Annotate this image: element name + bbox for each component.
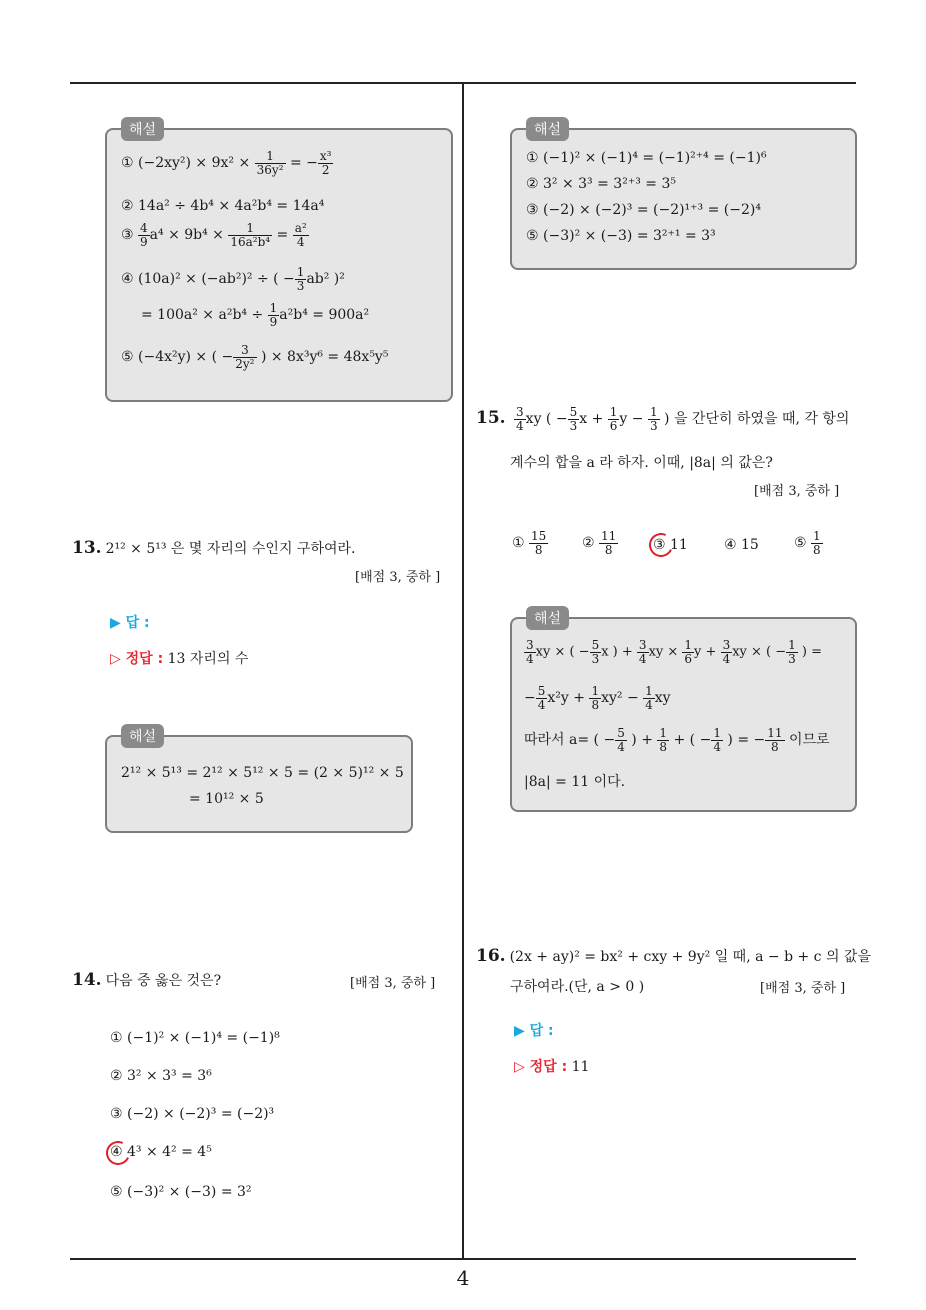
solution-line-4: ⑤ (−3)² × (−3) = 3²⁺¹ = 3³ <box>526 228 716 244</box>
question-14: 14. 다음 중 옳은 것은? <box>72 970 222 990</box>
q14-option-1: ① (−1)² × (−1)⁴ = (−1)⁸ <box>110 1030 280 1046</box>
solution-box-q15 <box>510 611 857 812</box>
question-15-text-2: 계수의 합을 a 라 하자. 이때, |8a| 의 값은? <box>510 455 773 471</box>
column-divider <box>462 82 464 1258</box>
question-14-meta: [배점 3, 중하 ] <box>350 976 436 991</box>
solution-line-4: |8a| = 11 이다. <box>524 774 626 790</box>
page-number: 4 <box>456 1266 470 1290</box>
solution-box-q12 <box>105 122 453 402</box>
solution-line-1: ① (−1)² × (−1)⁴ = (−1)²⁺⁴ = (−1)⁶ <box>526 150 767 166</box>
question-15-meta: [배점 3, 중하 ] <box>754 484 840 499</box>
q15-option-5: ⑤ $\frac{1}{8}$ <box>794 529 821 557</box>
solution-line-6: ⑤ (−4x²y) × ( − $\frac{3}{\text{2y²}}$ ) × 8x³y⁶ = 48x⁵y⁵ <box>121 343 389 371</box>
q14-option-4: ④ 4³ × 4² = 4⁵ <box>110 1144 212 1160</box>
solution-line-3: 따라서 a= ( − $\frac{5}{4}$ ) + $\frac{1}{8}$ + ( − $\frac{1}{4}$ ) = − $\frac{11}{8}$ 이므로 <box>524 726 830 754</box>
solution-line-1: 2¹² × 5¹³ = 2¹² × 5¹² × 5 = (2 × 5)¹² × 5 <box>121 765 404 781</box>
question-13-meta: [배점 3, 중하 ] <box>355 570 441 585</box>
solution-tag: 해설 <box>121 724 164 748</box>
solution-tag: 해설 <box>526 606 569 630</box>
bottom-rule <box>70 1258 856 1260</box>
q14-option-3: ③ (−2) × (−2)³ = (−2)³ <box>110 1106 275 1122</box>
q14-option-2: ② 3² × 3³ = 3⁶ <box>110 1068 212 1084</box>
q15-option-1: ① $\frac{15}{8}$ <box>512 529 547 557</box>
solution-line-3: ③ $\frac{4}{9}$ a⁴ × 9b⁴ × $\frac{1}{\text{16a²b⁴}}$ = $\frac{\text{a²}}{4}$ <box>121 221 307 249</box>
solution-line-2: ② 14a² ÷ 4b⁴ × 4a²b⁴ = 14a⁴ <box>121 198 325 214</box>
question-13: 13. 2¹² × 5¹³ 은 몇 자리의 수인지 구하여라. <box>72 538 356 558</box>
question-16-text-2: 구하여라.(단, a > 0 ) <box>510 979 645 995</box>
solution-line-4: ④ (10a)² × (−ab²)² ÷ ( − $\frac{1}{3}$ ab² )² <box>121 265 345 293</box>
q15-option-4: ④ 15 <box>724 537 759 553</box>
solution-line-2: ② 3² × 3³ = 3²⁺³ = 3⁵ <box>526 176 676 192</box>
solution-line-5: = 100a² × a²b⁴ ÷ $\frac{1}{9}$ a²b⁴ = 900a² <box>141 301 370 329</box>
q15-option-2: ② $\frac{11}{8}$ <box>582 529 617 557</box>
solution-line-3: ③ (−2) × (−2)³ = (−2)¹⁺³ = (−2)⁴ <box>526 202 761 218</box>
question-15: 15. $\frac{3}{4}$ xy ( − $\frac{5}{3}$ x + $\frac{1}{6}$ y − $\frac{1}{3}$ ) 을 간단히 하였을 때, 각 항의 <box>476 405 850 433</box>
question-16: 16. (2x + ay)² = bx² + cxy + 9y² 일 때, a − b + c 의 값을 <box>476 946 871 966</box>
selected-answer-mark <box>646 530 677 561</box>
question-16-meta: [배점 3, 중하 ] <box>760 981 846 996</box>
solution-line-2: = 10¹² × 5 <box>189 791 264 807</box>
answer-label-q13: ▶ 답 : <box>110 615 150 631</box>
q14-option-5: ⑤ (−3)² × (−3) = 3² <box>110 1184 252 1200</box>
q15-option-3: ③ 11 <box>653 537 688 553</box>
solution-tag: 해설 <box>121 117 164 141</box>
correct-answer-q13: ▷ 정답 : 13 자리의 수 <box>110 651 249 667</box>
solution-box-q13 <box>105 729 413 833</box>
solution-tag: 해설 <box>526 117 569 141</box>
answer-label-q16: ▶ 답 : <box>514 1023 554 1039</box>
selected-answer-mark <box>103 1138 134 1169</box>
solution-line-2: − $\frac{5}{4}$ x²y + $\frac{1}{8}$ xy² − $\frac{1}{4}$ xy <box>524 684 671 712</box>
solution-line-1: $\frac{3}{4}$ xy × ( − $\frac{5}{3}$ x ) + $\frac{3}{4}$ xy × $\frac{1}{6}$ y + $\frac{3}{4}$ xy × ( − $\frac{1}{3}$ ) = <box>526 638 823 666</box>
correct-answer-q16: ▷ 정답 : 11 <box>514 1059 590 1075</box>
solution-line-1: ① (−2xy²) × 9x² × $\frac{1}{\text{36y²}}$ = − $\frac{\text{x³}}{2}$ <box>121 149 332 177</box>
solution-box-q14 <box>510 122 857 270</box>
